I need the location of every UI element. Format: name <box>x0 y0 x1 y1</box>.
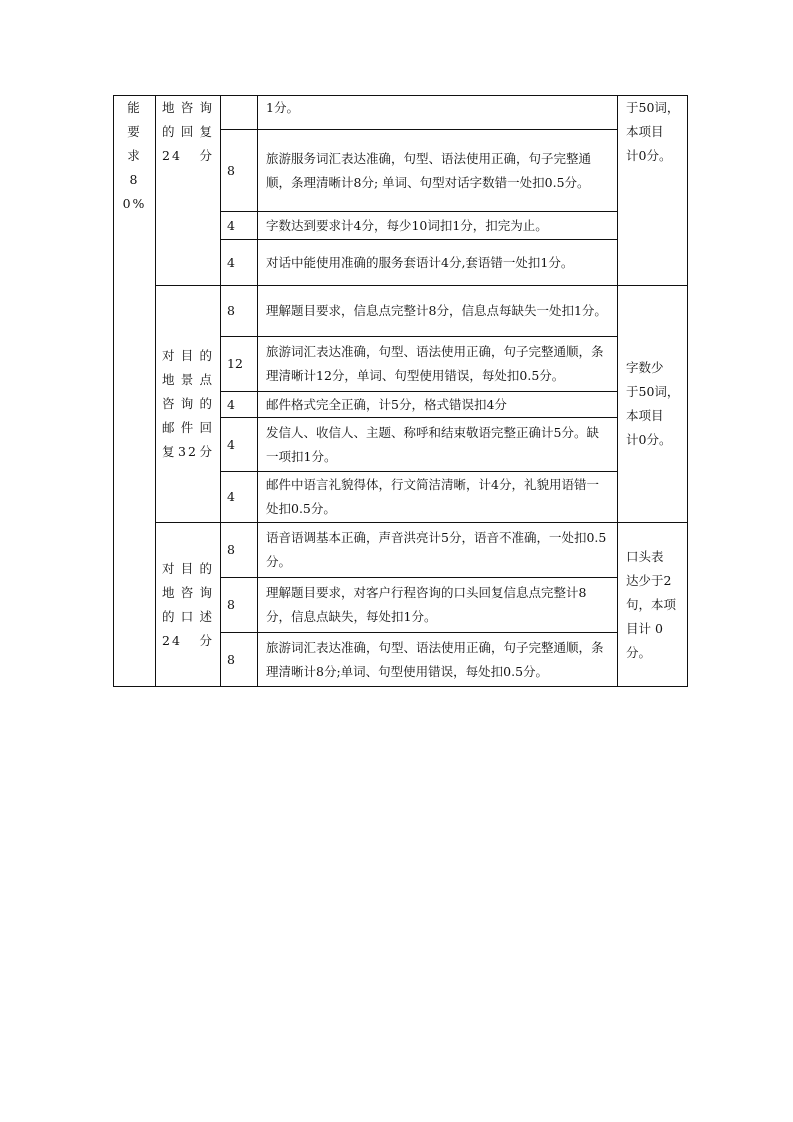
criterion-cell: 字数达到要求计4分，每少10词扣1分，扣完为止。 <box>258 212 618 240</box>
criterion-cell: 邮件格式完全正确，计5分，格式错误扣4分 <box>258 392 618 418</box>
note-cell: 口头表 达少于2 句，本项 目计 0 分。 <box>618 523 688 687</box>
scoring-rubric-table <box>113 95 688 687</box>
score-cell: 4 <box>221 212 258 240</box>
criterion-cell: 对话中能使用准确的服务套语计4分,套语错一处扣1分。 <box>258 240 618 286</box>
task-cell-local-inquiry-reply: 地咨询 的回复 24分 <box>156 96 221 286</box>
category-cell: 能 要 求 80% <box>114 96 156 687</box>
score-cell: 8 <box>221 578 258 633</box>
table-row <box>114 286 688 337</box>
criterion-cell: 旅游词汇表达准确，句型、语法使用正确，句子完整通顺，条理清晰计12分，单词、句型使用错误，每处扣0.5分。 <box>258 337 618 392</box>
note-cell: 字数少 于50词， 本项目 计0分。 <box>618 286 688 523</box>
criterion-cell: 旅游服务词汇表达准确，句型、语法使用正确，句子完整通顺，条理清晰计8分; 单词、句型对话字数错一处扣0.5分。 <box>258 130 618 212</box>
score-cell: 8 <box>221 633 258 687</box>
criterion-cell: 理解题目要求，信息点完整计8分，信息点每缺失一处扣1分。 <box>258 286 618 337</box>
task-cell-scenic-email-reply: 对目的 地景点 咨询的 邮件回 复32分 <box>156 286 221 523</box>
score-cell <box>221 96 258 130</box>
score-cell: 8 <box>221 286 258 337</box>
note-cell: 于50词， 本项目 计0分。 <box>618 96 688 286</box>
table-row <box>114 96 688 130</box>
score-cell: 12 <box>221 337 258 392</box>
criterion-cell: 1分。 <box>258 96 618 130</box>
score-cell: 4 <box>221 240 258 286</box>
criterion-cell: 发信人、收信人、主题、称呼和结束敬语完整正确计5分。缺一项扣1分。 <box>258 418 618 472</box>
criterion-cell: 旅游词汇表达准确，句型、语法使用正确，句子完整通顺，条理清晰计8分;单词、句型使用错误，每处扣0.5分。 <box>258 633 618 687</box>
table-row <box>114 523 688 578</box>
criterion-cell: 语音语调基本正确，声音洪亮计5分，语音不准确，一处扣0.5分。 <box>258 523 618 578</box>
score-cell: 8 <box>221 523 258 578</box>
score-cell: 4 <box>221 418 258 472</box>
criterion-cell: 理解题目要求，对客户行程咨询的口头回复信息点完整计8分，信息点缺失，每处扣1分。 <box>258 578 618 633</box>
score-cell: 4 <box>221 472 258 523</box>
task-cell-oral-inquiry-reply: 对目的 地咨询 的口述 24分 <box>156 523 221 687</box>
score-cell: 4 <box>221 392 258 418</box>
score-cell: 8 <box>221 130 258 212</box>
criterion-cell: 邮件中语言礼貌得体，行文简洁清晰，计4分，礼貌用语错一处扣0.5分。 <box>258 472 618 523</box>
